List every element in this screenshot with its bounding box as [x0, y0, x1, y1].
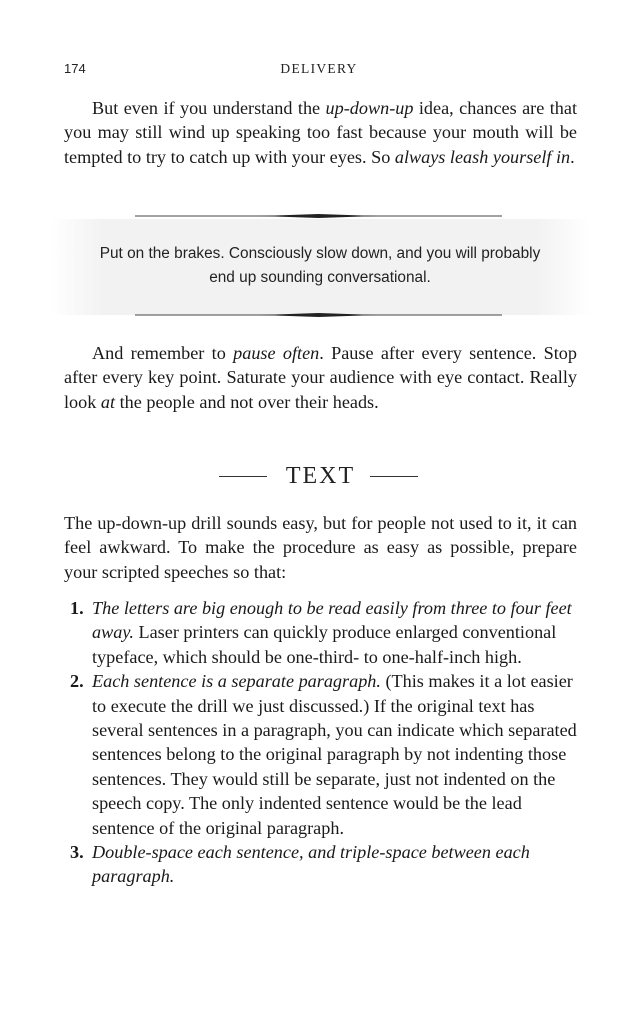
para2-text-3: the people and not over their heads.: [115, 391, 379, 412]
list-item: [64, 596, 577, 669]
para2-em-1: pause often: [233, 343, 320, 363]
para1-text-2: idea, chances are that you may still wind up speaking too fast because your mouth will be tempted to try to catch up with your eyes. So: [64, 98, 577, 167]
list-item-text: Laser printers can quickly produce enlarged conventional typeface, which should be one-third- to one-half-inch high.: [92, 622, 557, 667]
list-item-number: 2.: [70, 671, 84, 692]
section-heading-right-rule: [370, 476, 418, 477]
paragraph-pause-often: [64, 341, 577, 414]
pull-quote-line-2: end up sounding conversational.: [209, 269, 431, 286]
running-head: DELIVERY: [280, 61, 358, 76]
pull-quote-top-rule: [135, 212, 502, 220]
list-item-emphasis: Each sentence is a separate paragraph.: [92, 671, 381, 692]
list-item-number: 1.: [70, 598, 84, 618]
pull-quote-line-1: Put on the brakes. Consciously slow down, and you will probably: [99, 245, 541, 262]
page-number: 174: [64, 61, 86, 76]
list-item-emphasis: The letters are big enough to be read easily from three to four feet away.: [92, 598, 572, 643]
para1-em-2: always leash yourself in: [394, 146, 571, 167]
section-title: TEXT: [285, 463, 356, 489]
list-item-number: 3.: [70, 842, 84, 863]
list-item-emphasis: Double-space each sentence, and triple-space between each paragraph.: [92, 842, 530, 887]
para2-em-2: at: [100, 391, 116, 412]
paragraph-text-intro: The up-down-up drill sounds easy, but for people not used to it, it can feel awkward. To make the procedure as easy as possible, prepare your scripted speeches so that:: [64, 513, 577, 582]
list-item-text: (This makes it a lot easier to execute the drill we just discussed.) If the original text has several sentences in a paragraph, you can indicate which separated sentences belong to the original paragraph by not indenting those sentences. They would still be separate, just not indented on the speech copy. The only indented sentence would be the lead sentence of the original paragraph.: [92, 671, 577, 838]
para1-em-1: up-down-up: [325, 98, 414, 118]
pull-quote-bottom-rule: [135, 311, 502, 319]
para1-text-1: But even if you understand the: [92, 98, 326, 118]
section-heading-left-rule: [219, 476, 267, 477]
pull-quote: [70, 242, 570, 290]
section-heading: [64, 458, 577, 494]
para2-text-1: And remember to: [92, 343, 234, 363]
paragraph-up-down-up: [64, 96, 577, 169]
list-item: [64, 840, 577, 889]
numbered-list: [64, 596, 577, 889]
list-item: [64, 669, 577, 840]
para1-text-3: .: [570, 146, 575, 167]
page-header: [64, 61, 574, 81]
para2-text-2: . Pause after every sentence. Stop after every key point. Saturate your audience with eye contact. Really look: [64, 343, 577, 412]
